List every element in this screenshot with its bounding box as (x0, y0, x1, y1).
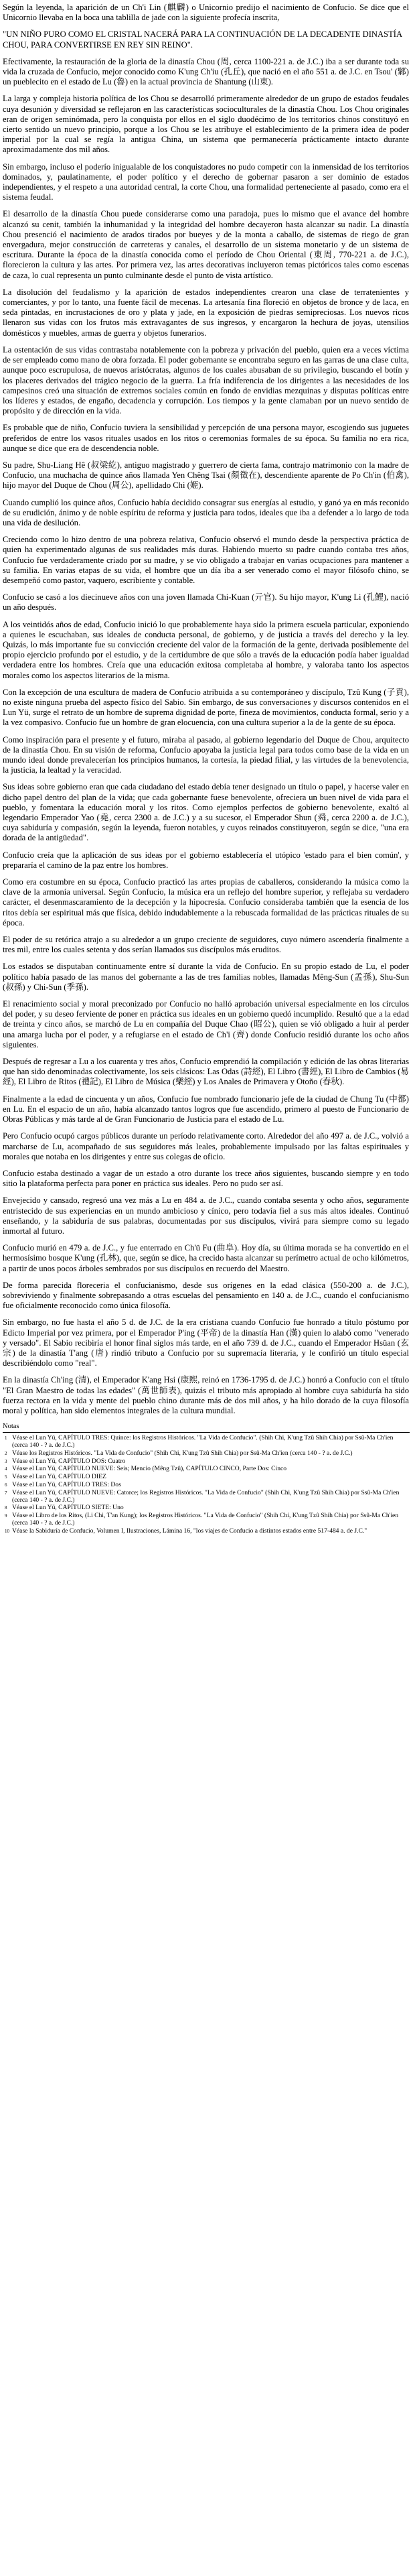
note-text: Véase el Lun Yü, CAPÍTULO NUEVE: Catorce; los Registros Históricos. "La Vida de Confucio" (Shih Chi, K'ung Tzû Shih Chia) por Ssû-Ma Ch'ien (cerca 140 - ? a. de J.C.) (12, 1488, 400, 1504)
paragraph: Los estados se disputaban continuamente entre sí durante la vida de Confucio. En su propio estado de Lu, el poder político había pasado de las manos del gobernante a las de tres familias nobles, llamadas Mêng-Sun (孟孫), Shu-Sun (叔孫) y Chi-Sun (季孫). (3, 962, 409, 992)
paragraph: Pero Confucio ocupó cargos públicos durante un período relativamente corto. Alrededor del año 497 a. de J.C., volvió a marcharse de Lu, acompañado de sus seguidores más leales, probablemente impulsado por las faltas espirituales y morales que notaba en los dirigentes y entre sus colegas de oficio. (3, 1131, 409, 1161)
note-text: Véase el Lun Yü, CAPÍTULO TRES: Quince: los Registros Históricos. "La Vida de Confucio". (Shih Chi, K'ung Tzû Shih Chia) por Ssû-Ma Ch'ien (cerca 140 - ? a. de J.C.) (12, 1434, 394, 1449)
note-text: Véase el Lun Yü, CAPÍTULO SIETE: Uno (12, 1504, 124, 1512)
note-text: Véase el Lun Yü, CAPÍTULO TRES: Dos (12, 1480, 121, 1488)
prophecy-quote: "UN NIÑO PURO COMO EL CRISTAL NACERÁ PARA LA CONTINUACIÓN DE LA DECADENTE DINASTÍA CHOU, PARA CONVERTIRSE EN REY SIN REINO". (3, 29, 402, 50)
note-number: 4 (5, 1466, 7, 1472)
paragraph: Con la excepción de una escultura de madera de Confucio atribuida a su contemporáneo y discípulo, Tzû Kung (子貢), no existe ninguna prueba del aspecto físico del Sabio. Sin embargo, de sus conversaciones y discursos contenidos en el Lun Yü, surge el retrato de un hombre de suprema dignidad de porte, fineza de movimientos, conducta formal, serio y a la vez compasivo. Confucio fue un hombre de gran elocuencia, con una cultura superior a la de la gente de su época. (3, 687, 409, 728)
note-number: 10 (5, 1528, 9, 1534)
note-number: 2 (5, 1450, 7, 1456)
paragraph: Cuando cumplió los quince años, Confucio había decidido consagrar sus energías al estudio, y ganó ya en más reconido de su erudición, ánimo y de noble espíritu de reforma y justicia para todos, ideales que iba a defender a lo largo de toda una vida de desilución. (3, 497, 409, 527)
note-text: Véase la Sabiduría de Confucio, Volumen I, Ilustraciones, Lámina 16, "los viajes de Confucio a distintos estados entre 517-484 a. de J.C." (12, 1527, 367, 1535)
note-item (3, 1528, 409, 1535)
paragraph: Efectivamente, la restauración de la gloria de la dinastía Chou (周, cerca 1100-221 a. de J.C.) iba a ser durante toda su vida la cruzada de Confucio, mejor conocido como K'ung Ch'iu (孔丘), que nació en el año 551 a. de J.C. en Tsou' (鄹) un pueblecito en el estado de Lu (魯) en la actual provincia de Shantung (山東). (3, 56, 409, 87)
paragraph: El desarrollo de la dinastía Chou puede considerarse como una paradoja, pues lo mismo que el avance del hombre alcanzó su cenit, también la inhumanidad y la integridad del hombre decayeron hasta alcanzar su nadir. La dinastía Chou presenció el nacimiento de arados tirados por bueyes y de la monta a caballo, de sistemas de riego de gran envergadura, mejor construcción de carreteras y canales, el desarrollo de un sistema monetario y de un sistema de escritura. Durante la época de la dinastía conocida como el período de Chou Oriental (東周, 770-221 a. de J.C.), florecieron la cultura y las artes. Por primera vez, las artes decorativas incluyeron temas pictóricos tales como escenas de caza, lo cual representa un punto culminante desde el punto de vista artístico. (3, 209, 409, 280)
note-item (3, 1490, 409, 1504)
paragraph: Confucio murió en 479 a. de J.C., y fue enterrado en Ch'ü Fu (曲阜). Hoy día, su última morada se ha convertido en el hermosísimo bosque K'ung (孔林), que, según se dice, ha crecido hasta alcanzar su perímetro actual de ocho kilómetros, a partir de unos pocos árboles sembrados por sus discípulos en recuerdo del Maestro. (3, 1243, 409, 1273)
paragraph: Como inspiración para el presente y el futuro, miraba al pasado, al gobierno legendario del Duque de Chou, arquitecto de la dinastía Chou. En su visión de reforma, Confucio apoyaba la justicia legal para todos como base de la vida en un mundo ideal donde prevalecerían los principios humanos, la cortesía, la piedad filial, y las virtudes de la benevolencia, la justicia, la lealtad y la veracidad. (3, 734, 409, 775)
note-item (3, 1504, 409, 1512)
note-item (3, 1466, 409, 1473)
note-number: 1 (5, 1435, 7, 1441)
paragraph: De forma parecida floreceria el confucianismo, desde sus orígenes en la edad clásica (550-200 a. de J.C.), sobreviviendo y finalmente sobrepasando a otras escuelas del pensamiento en 140 a. de J.C., cuando el confucianismo fue oficialmente reconocido como única filosofía. (3, 1280, 409, 1311)
note-item (3, 1450, 409, 1458)
note-text: Véase el Lun Yü, CAPÍTULO DOS: Cuatro (12, 1457, 126, 1465)
paragraph: Según la leyenda, la aparición de un Ch'i Lin (麒麟) o Unicornio predijo el nacimiento de Confucio. Se dice que el Unicornio llevaba en la boca una tablilla de jade con la siguiente profecía inscrita, (3, 3, 409, 23)
document (3, 3, 409, 1536)
paragraph: Creciendo como lo hizo dentro de una pobreza relativa, Confucio observó el mundo desde la perspectiva práctica de quien ha experimentado algunas de sus realidades más duras. Habiendo muerto su padre cuando contaba tres años, Confucio fue verdaderamente criado por su madre, y se vio obligado a trabajar en varias ocupaciones para mantener a su familia. En varias etapas de su vida, el hombre que un día iba a ser venerado como el mayor filósofo chino, se desempeñó como pastor, vaquero, escribiente y contable. (3, 535, 409, 585)
paragraph: La larga y compleja historia política de los Chou se desarrolló primeramente alrededor de un grupo de estados feudales cuya desunión y diversidad se reflejaron en las características socioculturales de la dinastía Chou. Los Chou originales eran de origen seminómada, pero la conquista por ellos en el siglo duodécimo de los territorios chinos constituyó en cierto sentido un nuevo principio, porque a los Chou se les atribuye el establecimiento de la primera idea de poder imperial por la cual se regía la antigua China, un sistema que permanecería prácticamente intacto durante aproximadamente dos mil años. (3, 94, 409, 155)
paragraph: Sin embargo, incluso el poderío inigualable de los conquistadores no pudo competir con la inmensidad de los territorios dominados, y, paulatinamente, el poder político y el derecho de gobernar pasaron a ser dominio de estados independientes, y el respeto a una autoridad central, la corte Chou, una formalidad perteneciente al pasado, como era el sistema feudal. (3, 162, 409, 202)
paragraph: Confucio estaba destinado a vagar de un estado a otro durante los trece años siguientes, buscando siempre y en todo sitio la plataforma perfecta para poner en práctica sus ideales. Pero no pudo ser así. (3, 1168, 409, 1189)
paragraph: La disolución del feudalismo y la aparición de estados independientes crearon una clase de terratenientes y comerciantes, y por lo tanto, una fuente fácil de mecenas. La artesanía fina floreció en objetos de bronce y de laca, en seda pintadas, en incrustaciones de oro y plata y jade, en la exposición de piedras semipreciosas. Los nuevos ricos llenaron sus vidas con los frutos más extravagantes de sus ingresos, y encargaron la hechura de joyas, utensilios domésticos y muebles, armas de guerra y objetos funerarios. (3, 287, 409, 338)
paragraph: Después de regresar a Lu a los cuarenta y tres años, Confucio emprendió la compilación y edición de las obras literarias que han sido denominadas colectivamente, los seis clásicos: Las Odas (詩經), El Libro (書經), El Libro de Cambios (易經), El Libro de Ritos (禮記), El Libro de Música (樂經) y Los Anales de Primavera y Otoño (春秋). (3, 1057, 409, 1087)
note-number: 9 (5, 1513, 7, 1519)
paragraph: Es probable que de niño, Confucio tuviera la sensibilidad y percepción de una persona mayor, escogiendo sus juguetes preferidos de entre los vasos rituales usados en los ritos o ceremonias formales de su época. Su familia no era rica, aunque se dice que era de descendencia noble. (3, 423, 409, 453)
note-number: 7 (5, 1490, 7, 1496)
paragraph: A los veintidós años de edad, Confucio inició lo que probablemente haya sido la primera escuela particular, exponiendo a quienes le escuchaban, sus ideales de conducta personal, de gobierno, y de justicia a través del derecho y la ley. Quizás, lo más importante fue su convicción creciente del valor de la formación de la gente, derivada posiblemente del propio ejercicio profundo por el estudio, y de la certidumbre de que sólo a través de la educación podía haber igualdad verdadera entre los hombres. Creía que una educación exitosa completaba al hombre, y valoraba tanto los aspectos morales como los aspectos literarios de la misma. (3, 619, 409, 680)
paragraph: La ostentación de sus vidas contrastaba notablemente con la pobreza y privación del pueblo, quien era a veces víctima de ser empleado como mano de obra forzada. El poder gobernante se encontraba seguro en las garras de una clase culta, aunque poco escrupulosa, de nuevos aristócratas, algunos de los cuales abusaban de su privilegio, buscando el botín y los placeres derivados del trágico negocio de la guerra. La fría indiferencia de los dirigentes a las necesidades de los campesinos creó una situación de extremos sociales común en fondo de envidias mezquinas y disputas políticas entre los líderes y estados, de engaño, decadencia y corrupción. Los tiempos y la gente clamaban por un nuevo sentido de propósito y de dirección en la vida. (3, 344, 409, 416)
note-item (3, 1435, 409, 1450)
paragraph: El renacimiento social y moral preconizado por Confucio no halló aprobación universal especialmente en los círculos del poder, y su deseo ferviente de poner en práctica sus ideales en un gobierno quedó incumplido. Resultó que a la edad de treinta y cinco años, se marchó de Lu en compañía del Duque Chao (昭公), quien se vió obligado a huir al perder una amarga lucha por el poder, y a refugiarse en el estado de Ch'i (齊) donde Confucio residió durante los ocho años siguientes. (3, 999, 409, 1049)
paragraph: En la dinastía Ch'ing (清), el Emperador K'ang Hsi (康熙, reinó en 1736-1795 d. de J.C.) honró a Confucio con el título "El Gran Maestro de todas las edades" (萬世師表), quizás el tributo más apropiado al hombre cuya sabiduría ha sido fuerza rectora en la vida y mente del pueblo chino durante más de dos mil años, y ha hilo dorado de la cuya filosofía moral y política, han sido elementos integrales de la cultura mundial. (3, 1375, 409, 1415)
note-number: 3 (5, 1458, 7, 1464)
note-item (3, 1474, 409, 1481)
note-text: Véase el Lun Yü, CAPÍTULO DIEZ (12, 1473, 106, 1481)
paragraph: El poder de su retórica atrajo a su alrededor a un grupo creciente de seguidores, cuyo número ascendería finalmente a tres mil, entre los cuales setenta y dos serían llamados sus discípulos más eruditos. (3, 935, 409, 955)
note-item (3, 1458, 409, 1466)
notes-divider (3, 1432, 410, 1433)
note-item (3, 1482, 409, 1489)
note-text: Véase el Lun Yü, CAPÍTULO NUEVE: Seis; Mencio (Mêng Tzû), CAPÍTULO CINCO, Parte Dos: Cinco (12, 1465, 287, 1473)
note-item (3, 1512, 409, 1527)
paragraph: Envejecido y cansado, regresó una vez más a Lu en 484 a. de J.C., cuando contaba sesenta y ocho años, seguramente entristecido de sus experiencias en un mundo ambicioso y cínico, pero todavía fiel a sus más altos ideales. Continuó enseñando, y la sabiduría de sus palabras, documentadas por sus discípulos, vivirá para siempre como su legado inmortal al futuro. (3, 1196, 409, 1236)
paragraph: Finalmente a la edad de cincuenta y un años, Confucio fue nombrado funcionario jefe de la ciudad de Chung Tu (中都) en Lu. En el espacio de un año, había alcanzado tantos logros que fue ascendido, primero al puesto de Funcionario de Obras Públicas y más tarde al de Gran Funcionario de Justicia para el estado de Lu. (3, 1094, 409, 1124)
paragraph: Sus ideas sobre gobierno eran que cada ciudadano del estado debía tener designado un título o papel, y hacerse valer en dicho papel dentro del plan de la vida; que cada gobernante fuese benevolente, ofreciera un buen nivel de vida para el pueblo, y fomentara la educación moral y los ritos. Como ejemplos perfectos de gobierno benevolente, exaltó al legendario Emperador Yao (堯, cerca 2300 a. de J.C.) y a su sucesor, el Emperador Shun (舜, cerca 2200 a. de J.C.), cuya sabiduría y compasión, según la leyenda, fueron notables, y cuyos reinados constituyeron, según se dice, "una era dorada de la antigüedad". (3, 782, 409, 843)
paragraph: Como era costumbre en su época, Confucio practicó las artes propias de caballeros, considerando la música como la clave de la armonía universal. Según Confucio, la música era un reflejo del hombre superior, y reflejaba su verdadero carácter, el desenmascaramiento de la decepción y la hipocresía. Confucio consideraba también que la esencia de los ritos debía ser espiritual más que física, debido indudablemente a la rebuscada formalidad de las prácticas rituales de su época. (3, 877, 409, 927)
paragraph: Confucio creía que la aplicación de sus ideas por el gobierno establecería el utópico 'estado para el bien común', y prepararía el camino de la paz entre los hombres. (3, 850, 409, 870)
paragraph: Sin embargo, no fue hasta el año 5 d. de J.C. de la era cristiana cuando Confucio fue honrado a título póstumo por Edicto Imperial por vez primera, por el Emperador P'ing (平帝) de la dinastía Han (漢) quien lo alabó como "venerado y versado". El Sabio recibiría el honor final siglos más tarde, en el año 739 d. de J.C., cuando el Emperador Hsüan (玄宗) de la dinastía T'ang (唐) rindió tributo a Confucio por su supremacía literaria, y le confirió un título especial describiéndolo como "real". (3, 1317, 409, 1368)
note-text: Véase el Libro de los Ritos, (Li Chi, T'an Kung); los Registros Históricos. "La Vida de Confucio" (Shih Chi, K'ung Tzû Shih Chia) por Ssû-Ma Ch'ien (cerca 140 - ? a. de J.C.) (12, 1512, 399, 1527)
note-text: Véase los Registros Históricos. "La Vida de Confucio" (Shih Chi, K'ung Tzû Shih Chia) por Ssû-Ma Ch'ien (cerca 140 - ? a. de J.C.) (12, 1449, 353, 1457)
note-number: 8 (5, 1505, 7, 1511)
notes-list (3, 1435, 409, 1535)
paragraph: Confucio se casó a los diecinueve años con una joven llamada Chi-Kuan (亓官). Su hijo mayor, K'ung Li (孔鯉), nació un año después. (3, 592, 409, 613)
note-number: 6 (5, 1482, 7, 1488)
paragraph: Su padre, Shu-Liang Hê (叔梁紇), antiguo magistrado y guerrero de cierta fama, contrajo matrimonio con la madre de Confucio, una muchacha de quince años llamada Yen Chêng Tsai (顏徵在), descendiente aparente de Po Ch'in (伯禽), hijo mayor del Duque de Chou (周公), apellidado Chi (姬). (3, 460, 409, 491)
note-number: 5 (5, 1474, 7, 1480)
notes-heading: Notas (3, 1423, 19, 1431)
